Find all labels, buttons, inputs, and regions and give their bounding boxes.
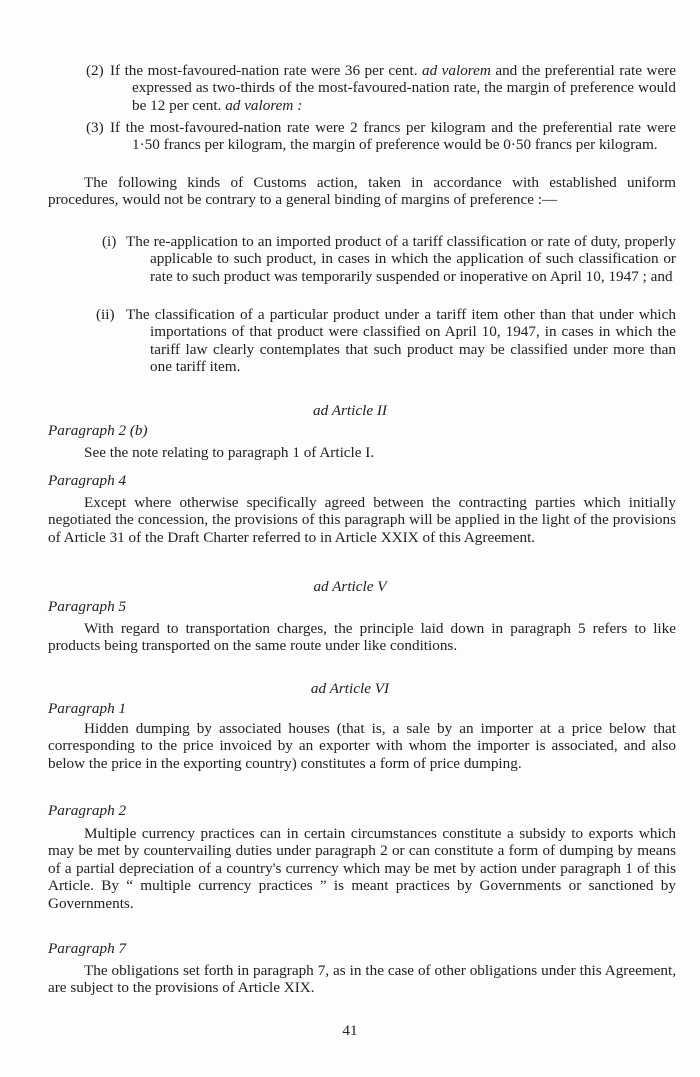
list-item-2 [86, 62, 676, 114]
item-number: (ii) [96, 306, 115, 323]
item-text: The classification of a particular product under a tariff item other than that under which importations of that product were classified on April 10, 1947, in cases in which the tariff law clearly contemplates that such product may be classified under more than one tariff item. [126, 306, 676, 376]
paragraph-heading: Paragraph 2 [48, 802, 127, 819]
item-number: (2) [86, 62, 104, 79]
list-item-i [102, 233, 676, 285]
section-heading-article-6: ad Article VI [310, 680, 390, 697]
customs-paragraph: The following kinds of Customs action, taken in accordance with established uniform procedures, would not be contrary to a general binding of margins of preference :— [48, 174, 676, 209]
section-heading-article-2: ad Article II [313, 402, 387, 419]
item-text: If the most-favoured-nation rate were 2 francs per kilogram and the preferential rate were 1·50 francs per kilogram, the margin of preference would be 0·50 francs per kilogram. [110, 119, 676, 154]
paragraph-text: See the note relating to paragraph 1 of Article I. [84, 444, 375, 461]
page-number: 41 [342, 1022, 358, 1039]
list-item-ii [96, 306, 676, 376]
paragraph-text: Except where otherwise specifically agreed between the contracting parties which initially negotiated the concession, the provisions of this paragraph will be applied in the light of the provisions of Article 31 of the Draft Charter referred to in Article XXIX of this Agreement. [48, 494, 676, 546]
paragraph-text: With regard to transportation charges, the principle laid down in paragraph 5 refers to like products being transported on the same route under like conditions. [48, 620, 676, 655]
paragraph-heading: Paragraph 5 [48, 598, 127, 615]
section-heading-article-5: ad Article V [313, 578, 387, 595]
paragraph-heading: Paragraph 1 [48, 700, 127, 717]
item-text: The re-application to an imported product of a tariff classification or rate of duty, properly applicable to such product, in cases in which the application of such classification or rate to such product was temporarily suspended or inoperative on April 10, 1947 ; and [126, 233, 676, 285]
paragraph-heading: Paragraph 2 (b) [48, 422, 148, 439]
list-item-3 [86, 119, 676, 154]
paragraph-text: The obligations set forth in paragraph 7, as in the case of other obligations under this Agreement, are subject to the provisions of Article XIX. [48, 962, 676, 997]
item-number: (i) [102, 233, 117, 250]
paragraph-text: Multiple currency practices can in certain circumstances constitute a subsidy to exports which may be met by countervailing duties under paragraph 2 or can constitute a form of dumping by means of a partial depreciation of a country's currency which may be met by action under paragraph 1 of this Article. By “ multiple currency practices ” is meant practices by Governments or sanctioned by Governments. [48, 825, 676, 912]
paragraph-text: Hidden dumping by associated houses (that is, a sale by an importer at a price below that corresponding to the price invoiced by an exporter with whom the importer is associated, and also below the price in the exporting country) constitutes a form of price dumping. [48, 720, 676, 772]
paragraph-heading: Paragraph 4 [48, 472, 127, 489]
item-text: If the most-favoured-nation rate were 36 per cent. ad valorem and the preferential rate were expressed as two-thirds of the most-favoured-nation rate, the margin of preference would be 12 per cent. ad valorem : [110, 62, 676, 114]
paragraph-heading: Paragraph 7 [48, 940, 127, 957]
item-number: (3) [86, 119, 104, 136]
